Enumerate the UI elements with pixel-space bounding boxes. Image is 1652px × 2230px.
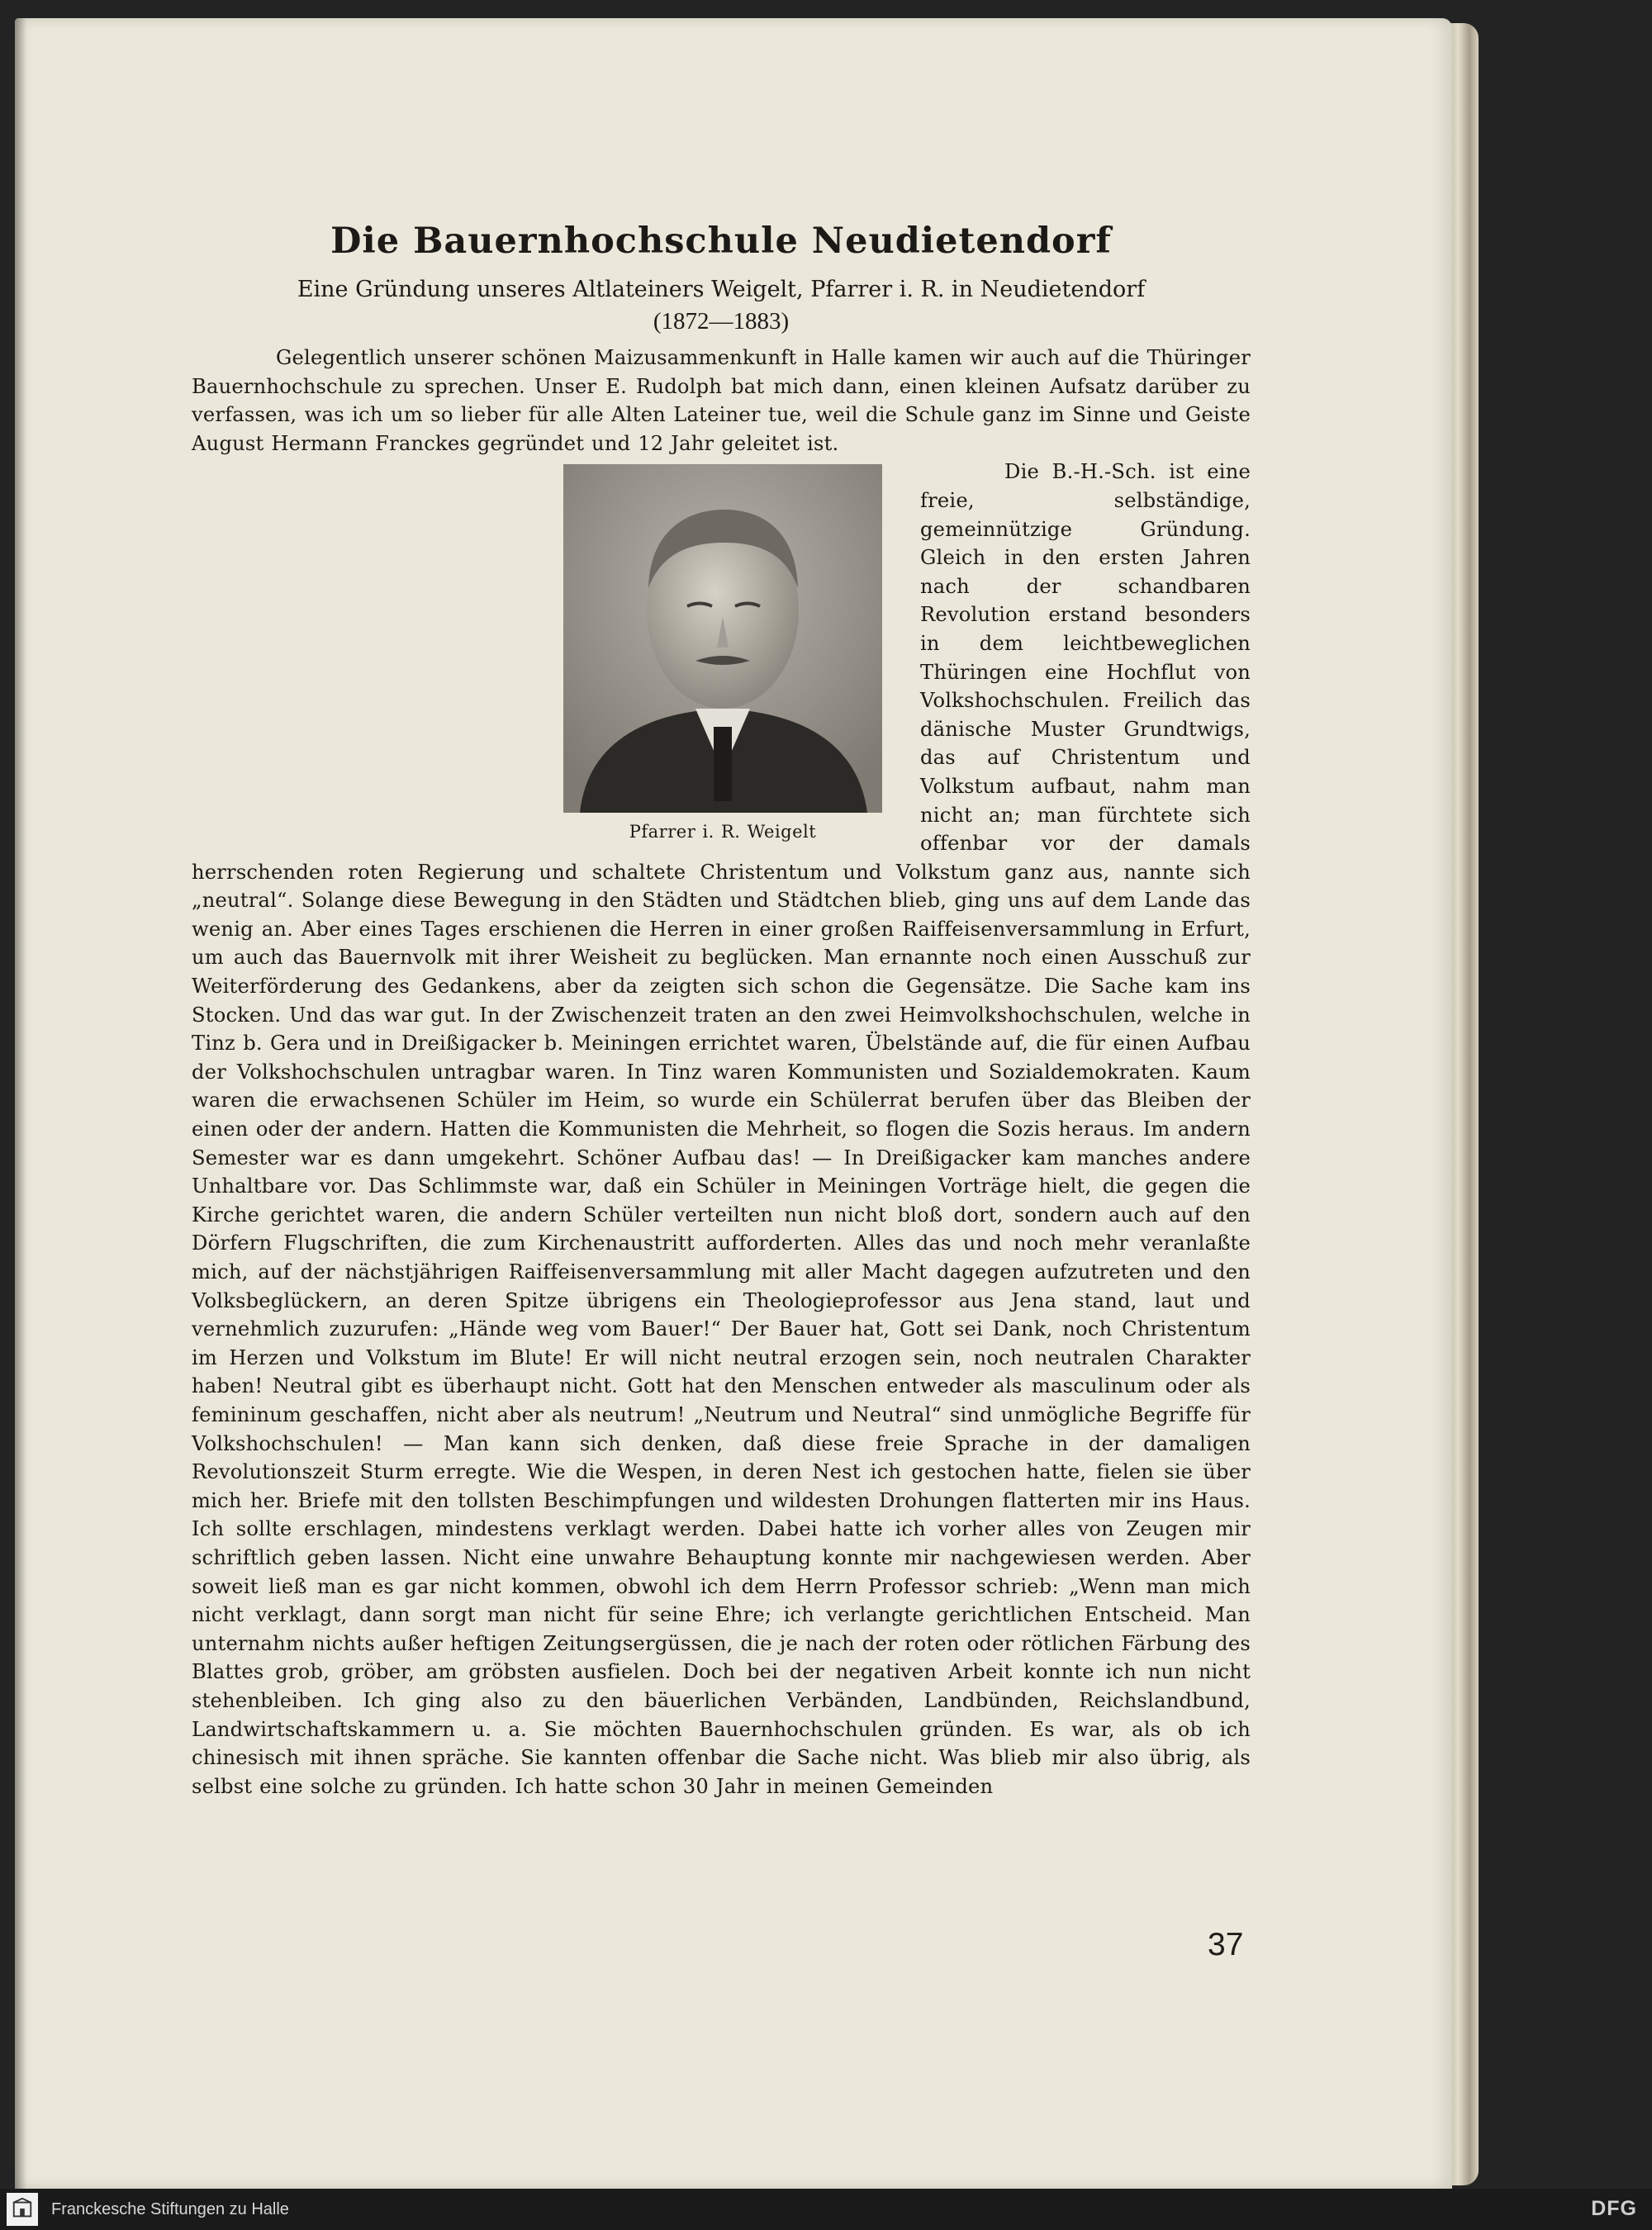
gutter-shadow [15, 18, 26, 2189]
article [192, 216, 1251, 1801]
footer-institution[interactable]: Franckesche Stiftungen zu Halle [51, 2199, 289, 2218]
article-body [192, 344, 1251, 1801]
article-subtitle: Eine Gründung unseres Altlateiners Weigelt, Pfarrer i. R. in Neudietendorf [297, 277, 1146, 302]
paragraph-intro: Gelegentlich unserer schönen Maizusammenkunft in Halle kamen wir auch auf die Thüringer Bauernhochschule zu sprechen. Unser E. Rudolph bat mich dann, einen kleinen Aufsatz darüber zu verfassen, was ich um so lieber für alle Alten Lateiner tue, weil die Schule ganz im Sinne und Geiste August Hermann Franckes gegründet und 12 Jahr geleitet ist. [192, 346, 1251, 455]
viewer-footer [0, 2189, 1652, 2230]
article-years: (1872—1883) [653, 308, 790, 334]
article-title: Die Bauernhochschule Neudietendorf [330, 221, 1112, 262]
franckesche-stiftungen-logo-icon[interactable] [7, 2193, 38, 2226]
portrait-photo [563, 464, 882, 813]
photo-caption: Pfarrer i. R. Weigelt [629, 822, 817, 842]
portrait-figure [545, 458, 900, 842]
dfg-logo[interactable]: DFG [1591, 2197, 1637, 2220]
page-number: 37 [1208, 1927, 1244, 1962]
paragraph-main: Die B.-H.-Sch. ist eine freie, selbständige, gemeinnützige Gründung. Gleich in den ersten Jahren nach der schandbaren Revolution erstand besonders in dem leichtbeweglichen Thüringen eine Hochflut von Volkshochschulen. Freilich das dänische Muster Grundtwigs, das auf Christentum und Volkstum aufbaut, nahm man nicht an; man fürchtete sich offenbar vor der damals herrschenden roten Regierung und schaltete Christentum und Volkstum ganz aus, nannte sich „neutral“. Solange diese Bewegung in den Städten und Städtchen blieb, ging uns auf dem Lande das wenig an. Aber eines Tages erschienen die Herren in einer großen Raiffeisenversammlung in Erfurt, um auch das Bauernvolk mit ihrer Weisheit zu beglücken. Man ernannte noch einen Ausschuß zur Weiterförderung des Gedankens, aber da zeigten sich schon die Gegensätze. Die Sache kam ins Stocken. Und das war gut. In der Zwischenzeit traten an den zwei Heimvolkshochschulen, welche in Tinz b. Gera und in Dreißigacker b. Meiningen errichtet waren, Übelstände auf, die für einen Aufbau der Volkshochschulen untragbar waren. In Tinz waren Kommunisten und Sozialdemokraten. Kaum waren die erwachsenen Schüler im Heim, so wurde ein Schülerrat berufen über das Bleiben der einen oder der andern. Hatten die Kommunisten die Mehrheit, so flogen die Sozis heraus. Im andern Semester war es dann umgekehrt. Schöner Aufbau das! — In Dreißigacker kam manches andere Unhaltbare vor. Das Schlimmste war, daß ein Schüler in Meiningen Vorträge hielt, die gegen die Kirche gerichtet waren, die andern Schüler verteilten nun nicht bloß dort, sondern auch auf den Dörfern Flugschriften, die zum Kirchenaustritt aufforderten. Alles das und noch mehr veranlaßte mich, auf der nächstjährigen Raiffeisenversammlung mit aller Macht dagegen aufzutreten und den Volksbeglückern, an deren Spitze übrigens ein Theologieprofessor aus Jena stand, laut und vernehmlich zuzurufen: „Hände weg vom Bauer!“ Der Bauer hat, Gott sei Dank, noch Christentum im Herzen und Volkstum im Blute! Er will nicht neutral erzogen sein, noch neutralen Charakter haben! Neutral gibt es überhaupt nicht. Gott hat den Menschen entweder als masculinum oder als femininum geschaffen, nicht aber als neutrum! „Neutrum und Neutral“ sind unmögliche Begriffe für Volkshochschulen! — Man kann sich denken, daß diese freie Sprache in der damaligen Revolutionszeit Sturm erregte. Wie die Wespen, in deren Nest ich gestochen hatte, fielen sie über mich her. Briefe mit den tollsten Beschimpfungen und wildesten Drohungen flatterten mir ins Haus. Ich sollte erschlagen, mindestens verklagt werden. Dabei hatte ich vorher alles von Zeugen mir schriftlich geben lassen. Nicht eine unwahre Behauptung konnte mir nachgewiesen werden. Aber soweit ließ man es gar nicht kommen, obwohl ich dem Herrn Professor schrieb: „Wenn man mich nicht verklagt, dann sorgt man nicht für seine Ehre; ich verlangte gerichtlichen Entscheid. Man unternahm nichts außer heftigen Zeitungsergüssen, die je nach der roten oder rötlichen Färbung des Blattes grob, gröber, am gröbsten ausfielen. Doch bei der negativen Arbeit konnte ich nun nicht stehenbleiben. Ich ging also zu den bäuerlichen Verbänden, Landbünden, Reichslandbund, Landwirtschaftskammern u. a. Sie möchten Bauernhochschulen gründen. Es war, als ob ich chinesisch mit ihnen spräche. Sie kannten offenbar die Sache nicht. Was blieb mir also übrig, als selbst eine solche zu gründen. Ich hatte schon 30 Jahr in meinen Gemeinden [192, 460, 1251, 1798]
